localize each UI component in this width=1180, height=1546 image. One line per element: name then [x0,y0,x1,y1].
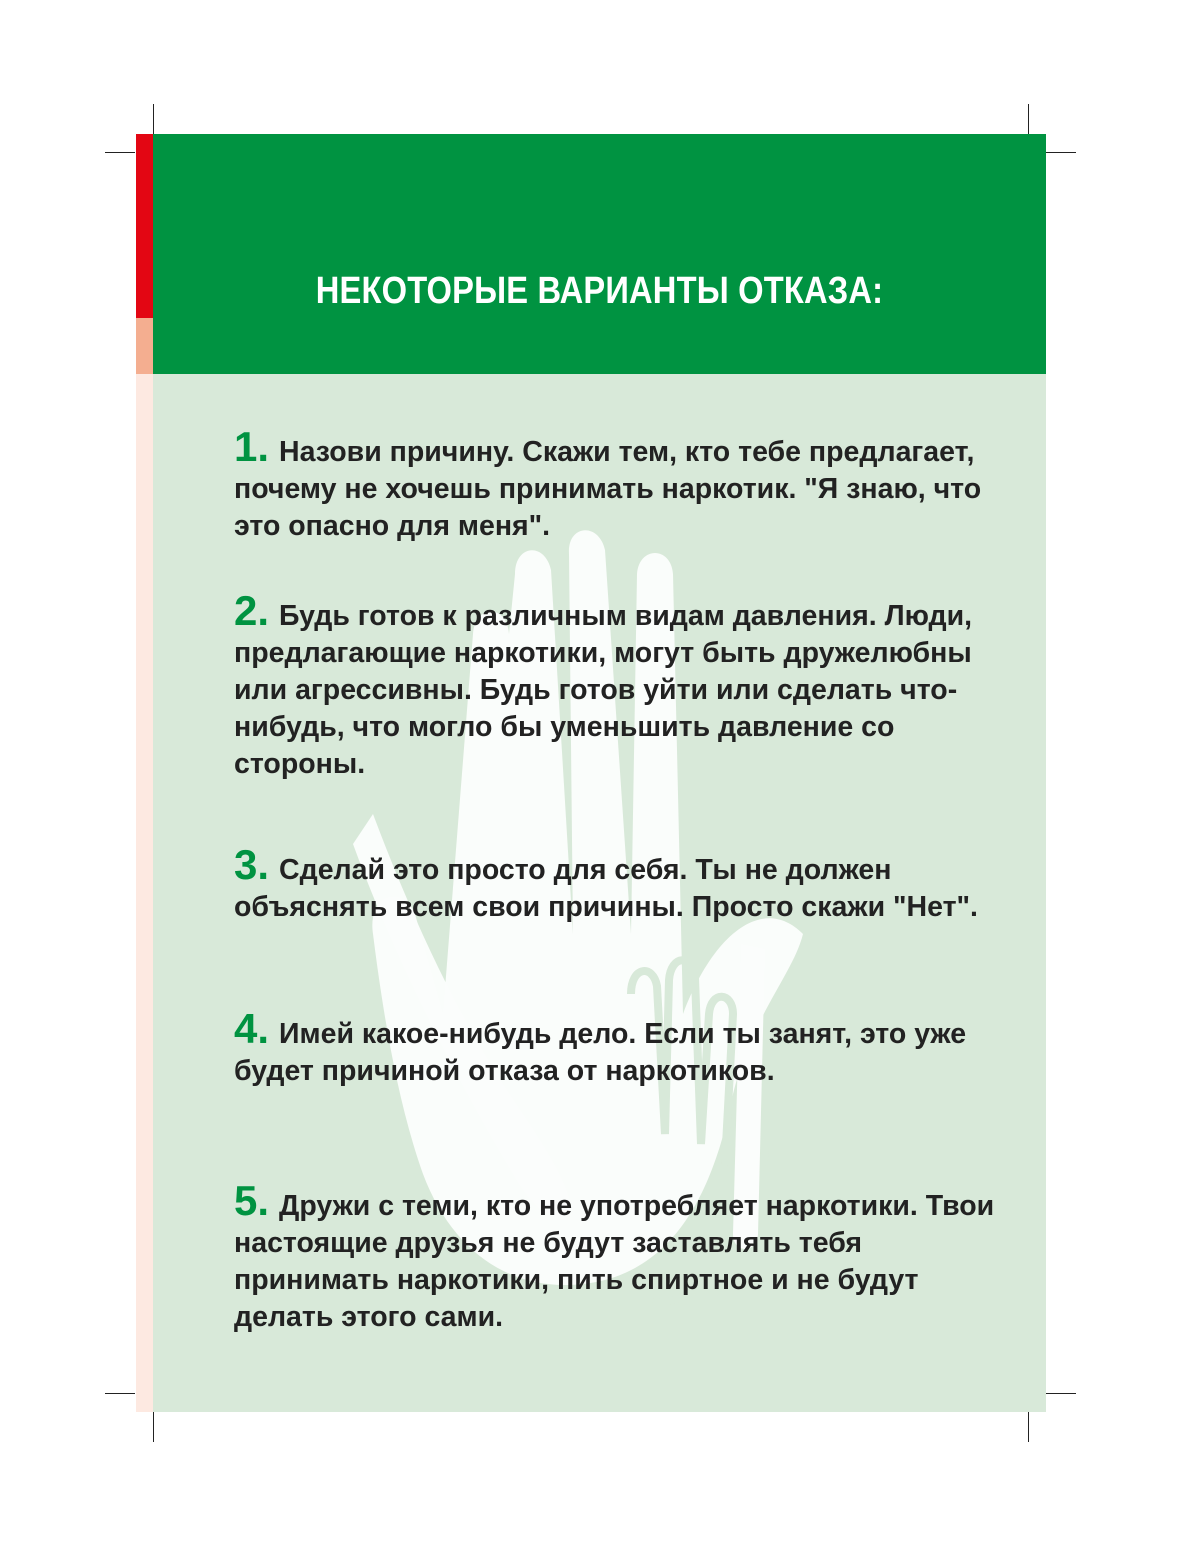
leaflet-card [136,134,1046,1412]
list-item [234,1177,1024,1336]
page-title: НЕКОТОРЫЕ ВАРИАНТЫ ОТКАЗА: [315,270,884,312]
crop-mark [1028,1412,1029,1442]
crop-mark [1046,1393,1076,1394]
crop-mark [1028,104,1029,134]
content-area [153,374,1046,1412]
list-item [234,587,1024,783]
item-text: Сделай это просто для себя. Ты не должен объяснять всем свои причины. Просто скажи "Нет". [234,854,978,923]
list-item [234,1005,1024,1090]
item-number: 3. [234,841,270,888]
item-text: Будь готов к различным видам давления. Люди, предлагающие наркотики, могут быть дружелюбны или агрессивны. Будь готов уйти или сделать что-нибудь, что могло бы уменьшить давление со стороны. [234,600,973,780]
item-number: 4. [234,1005,270,1052]
crop-mark [153,104,154,134]
list-item [234,841,1024,926]
crop-mark [153,1412,154,1442]
item-number: 5. [234,1177,270,1224]
item-text: Дружи с теми, кто не употребляет наркотики. Твои настоящие друзья не будут заставлять тебя принимать наркотики, пить спиртное и не будут делать этого сами. [234,1190,995,1333]
crop-mark [105,1393,135,1394]
item-text: Имей какое-нибудь дело. Если ты занят, это уже будет причиной отказа от наркотиков. [234,1018,967,1087]
side-stripe-salmon [136,318,153,374]
item-number: 2. [234,587,270,634]
header-banner [153,134,1046,374]
crop-mark [105,152,135,153]
item-text: Назови причину. Скажи тем, кто тебе предлагает, почему не хочешь принимать наркотик. "Я знаю, что это опасно для меня". [234,436,982,542]
side-stripe-red [136,134,153,318]
side-stripe-pale [136,374,153,1412]
item-number: 1. [234,423,270,470]
crop-mark [1046,152,1076,153]
list-item [234,423,1024,545]
